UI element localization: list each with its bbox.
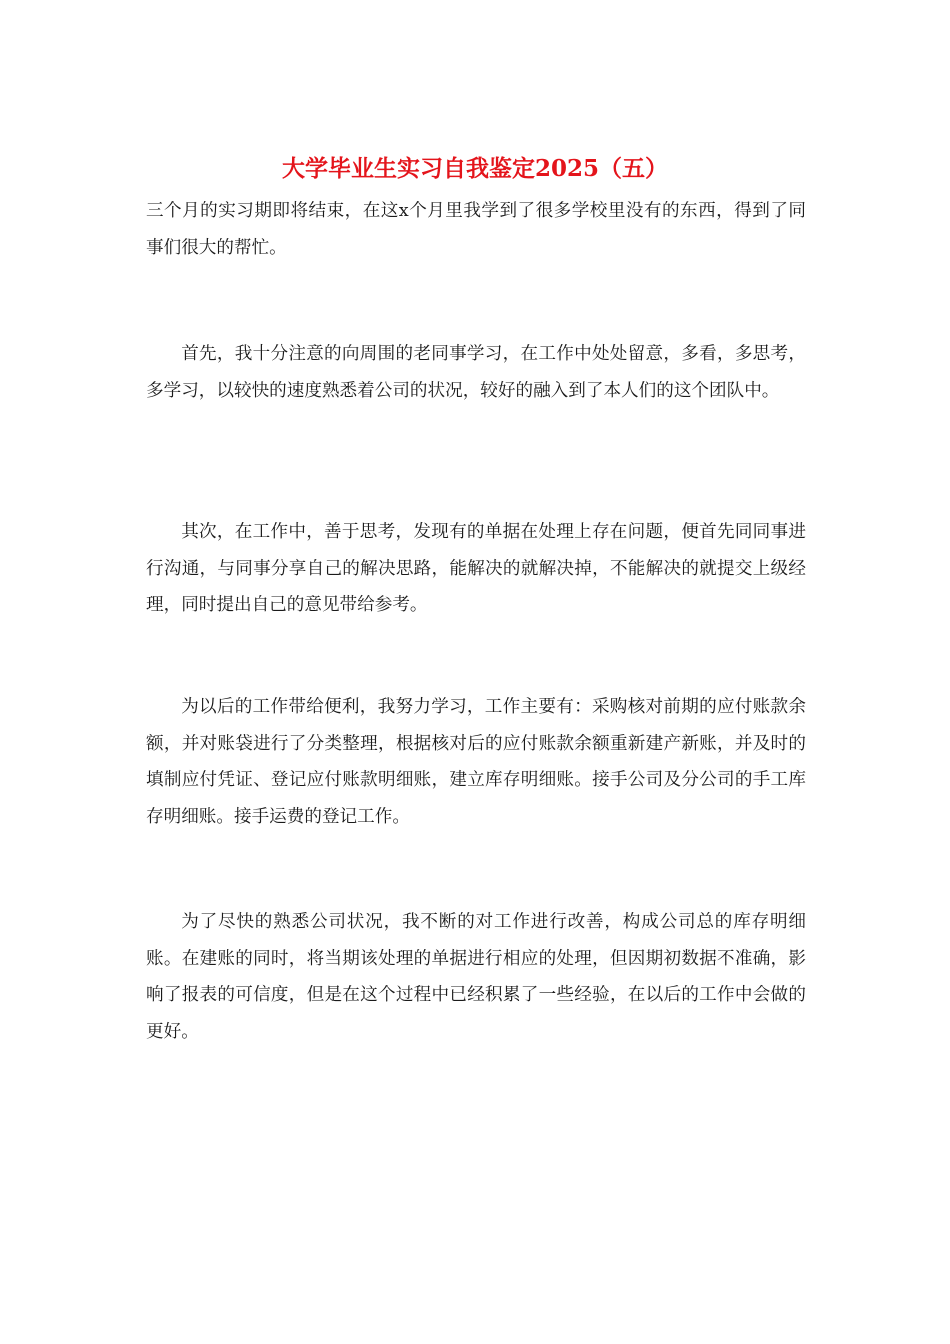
paragraph-second: 其次，在工作中，善于思考，发现有的单据在处理上存在问题，便首先同同事进行沟通，与同事分享自己的解决思路，能解决的就解决掉，不能解决的就提交上级经理，同时提出自己的意见带给参考。 [146, 522, 806, 615]
paragraph-third: 为以后的工作带给便利，我努力学习，工作主要有：采购核对前期的应付账款余额，并对账袋进行了分类整理，根据核对后的应付账款余额重新建产新账，并及时的填制应付凭证、登记应付账款明细账，建立库存明细账。接手公司及分公司的手工库存明细账。接手运费的登记工作。 [146, 697, 806, 827]
paragraph-fourth: 为了尽快的熟悉公司状况，我不断的对工作进行改善，构成公司总的库存明细账。在建账的同时，将当期该处理的单据进行相应的处理，但因期初数据不准确，影响了报表的可信度，但是在这个过程中已经积累了一些经验，在以后的工作中会做的更好。 [146, 912, 806, 1042]
document-title: 大学毕业生实习自我鉴定2025（五） [281, 155, 668, 182]
paragraph-first: 首先，我十分注意的向周围的老同事学习，在工作中处处留意，多看，多思考，多学习，以较快的速度熟悉着公司的状况，较好的融入到了本人们的这个团队中。 [146, 344, 806, 401]
paragraph-intro: 三个月的实习期即将结束，在这x个月里我学到了很多学校里没有的东西，得到了同事们很大的帮忙。 [146, 201, 806, 258]
